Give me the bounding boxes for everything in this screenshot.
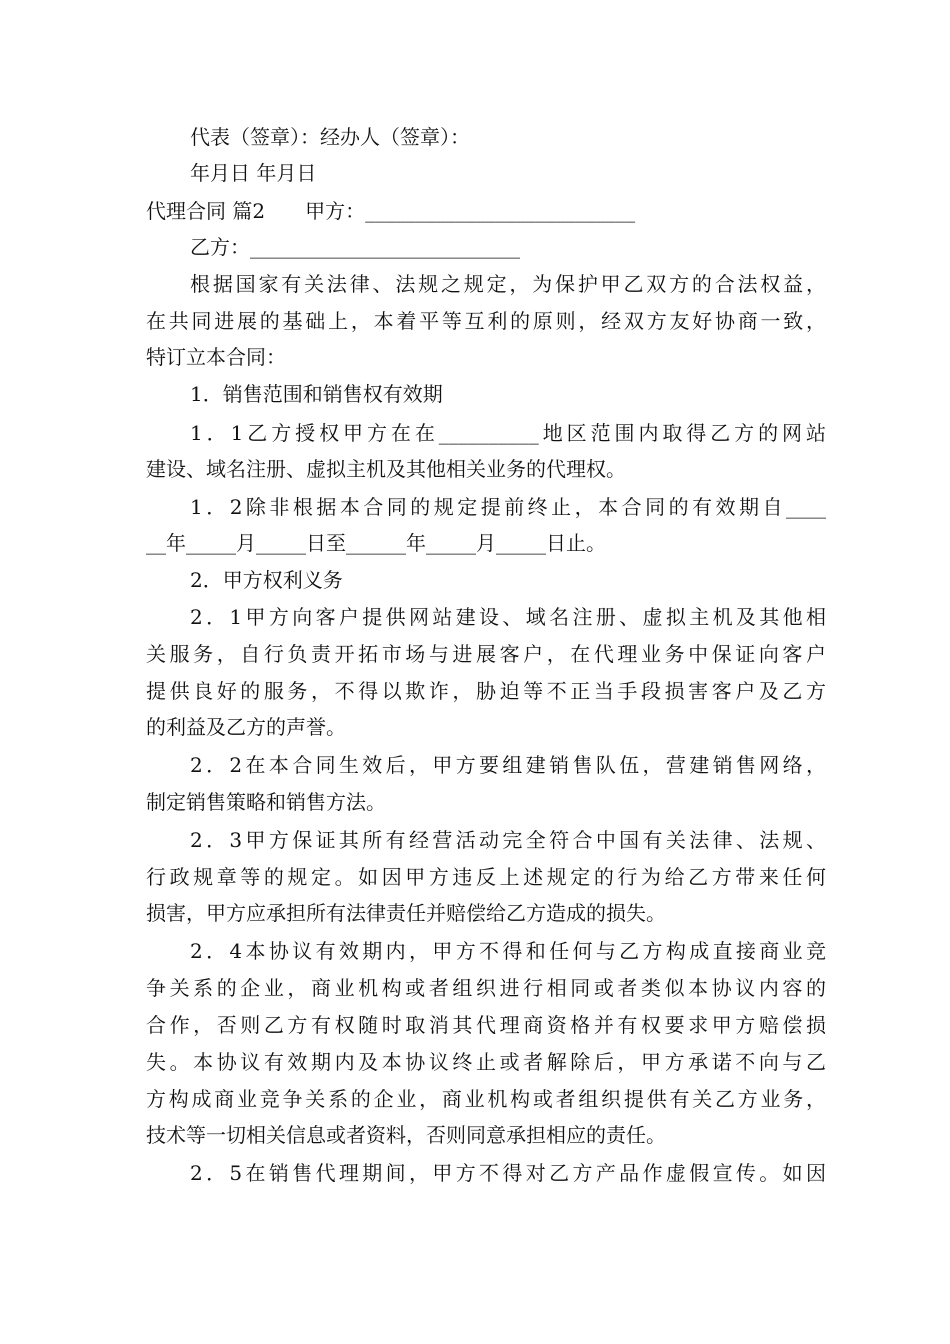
document-line: 建设、域名注册、虚拟主机及其他相关业务的代理权。	[146, 457, 626, 481]
document-line: 合作，否则乙方有权随时取消其代理商资格并有权要求甲方赔偿损	[146, 1013, 826, 1037]
document-line: 2．甲方权利义务	[190, 568, 343, 592]
document-line: 方构成商业竞争关系的企业，商业机构或者组织提供有关乙方业务，	[146, 1087, 826, 1111]
document-line: 2．4本协议有效期内，甲方不得和任何与乙方构成直接商业竞	[190, 939, 826, 963]
document-line: 提供良好的服务，不得以欺诈，胁迫等不正当手段损害客户及乙方	[146, 679, 826, 703]
document-line: 争关系的企业，商业机构或者组织进行相同或者类似本协议内容的	[146, 976, 826, 1000]
document-line: 特订立本合同：	[146, 345, 286, 369]
document-line: 乙方：___________________________	[190, 235, 520, 259]
document-line: 根据国家有关法律、法规之规定，为保护甲乙双方的合法权益，	[190, 272, 826, 296]
document-line: 关服务，自行负责开拓市场与进展客户，在代理业务中保证向客户	[146, 642, 826, 666]
document-line: 在共同进展的基础上，本着平等互利的原则，经双方友好协商一致，	[146, 309, 826, 333]
document-line: 代理合同 篇2 甲方：___________________________	[146, 199, 636, 223]
document-line: 代表（签章）：经办人（签章）：	[190, 125, 470, 149]
document-line: 制定销售策略和销售方法。	[146, 790, 386, 814]
document-line: 行政规章等的规定。如因甲方违反上述规定的行为给乙方带来任何	[146, 865, 826, 889]
document-line: 失。本协议有效期内及本协议终止或者解除后，甲方承诺不向与乙	[146, 1050, 826, 1074]
document-line: 2．5在销售代理期间，甲方不得对乙方产品作虚假宣传。如因	[190, 1161, 826, 1185]
document-line: 2．1甲方向客户提供网站建设、域名注册、虚拟主机及其他相	[190, 605, 826, 629]
document-line: 2．2在本合同生效后，甲方要组建销售队伍，营建销售网络，	[190, 753, 826, 777]
document-line: 的利益及乙方的声誉。	[146, 715, 346, 739]
document-line: 损害，甲方应承担所有法律责任并赔偿给乙方造成的损失。	[146, 901, 666, 925]
document-line: 年月日 年月日	[190, 161, 317, 185]
document-line: 1．1乙方授权甲方在在__________地区范围内取得乙方的网站	[190, 421, 826, 445]
document-line: 技术等一切相关信息或者资料，否则同意承担相应的责任。	[146, 1123, 666, 1147]
document-line: __年_____月_____日至______年_____月_____日止。	[146, 531, 606, 555]
document-line: 1．销售范围和销售权有效期	[190, 382, 443, 406]
document-line: 2．3甲方保证其所有经营活动完全符合中国有关法律、法规、	[190, 828, 826, 852]
document-line: 1．2除非根据本合同的规定提前终止，本合同的有效期自____	[190, 495, 826, 519]
